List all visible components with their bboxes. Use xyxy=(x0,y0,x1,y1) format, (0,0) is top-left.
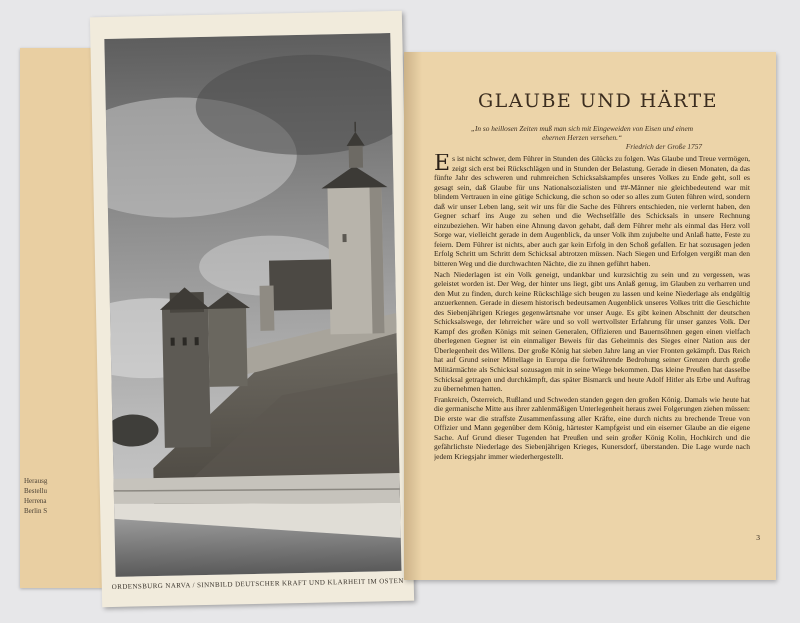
right-page xyxy=(404,52,776,580)
imprint-line: Berlin S xyxy=(24,507,48,515)
imprint xyxy=(24,476,64,516)
paragraph: Frankreich, Österreich, Rußland und Schweden standen gegen den großen König. Damals wie heute hat die germanische Mitte aus ihrer zahlenmäßigen Unterlegenheit heraus zwei Folgerungen ziehen müssen: Die erste war die straffste Zusammenfassung aller Kräfte, eine durch nichts zu brechende Treue von Offizier und Mann gegenüber dem König, härtester Kampfgeist und ein eiserner Glaube an die eigene Sache. Auf Grund dieser Tugenden hat Preußen und sein großer König Kolin, Hochkirch und die gefährlichste Niederlage des Siebenjährigen Krieges, Kunersdorf, überstanden. Die Lage wurde nach jedem Kriegsjahr immer wiederhergestellt. xyxy=(434,394,750,461)
page-number: 3 xyxy=(756,533,760,542)
motto-quote: „In so heillosen Zeiten muß man sich mit Eingeweiden von Eisen und einem ehernen Herzen versehen.“ xyxy=(470,124,694,142)
motto-author: Friedrich der Große 1757 xyxy=(625,142,702,151)
article-body xyxy=(434,154,750,568)
paragraph: Nach Niederlagen ist ein Volk geneigt, undankbar und kurzsichtig zu sein und zu vergessen, was geleistet worden ist. Der Weg, der hinter uns liegt, gibt uns Anlaß genug, im Glauben zu verharren und den Mut zu finden, durch keine Rückschläge sich beugen zu lassen und keine Niederlage als endgültig anzuerkennen. Gerade in diesem historisch bedeutsamen Augenblick unseres Volkes tritt die Geschichte des Siebenjährigen Krieges gegenwärtsnahe vor unser Auge. Es gibt keinen Abschnitt der deutschen Schicksalswege, der lehrreicher wäre und so voll wertvollster Erfahrung für unser ganzes Volk. Der Kampf des großen Königs mit seinen Generalen, Offizieren und Bauernsöhnen gegen einen vielfach überlegenen Gegner ist ein einmaliger Beweis für das Geheimnis des Sieges einer Nation aus der Überlegenheit des Willens. Der große König hat sieben Jahre lang an vier Fronten gekämpft. Das Reich hat auf Grund seiner Mittellage in Europa die fortwährende Bedrohung seiner Grenzen durch große Militärmächte als Schicksal sozusagen mit in seine Wiege bekommen. Das kleine Preußen hat dasselbe Schicksal getragen und durchkämpft, das später Bismarck und heute Adolf Hitler als Erbe und Auftrag zu übernehmen hatten. xyxy=(434,269,750,394)
paragraph xyxy=(434,154,750,269)
imprint-line: Herausg xyxy=(24,477,48,485)
imprint-line: Bestellu xyxy=(24,487,47,495)
castle-photo xyxy=(104,33,401,577)
left-page xyxy=(90,11,414,607)
imprint-line: Herrena xyxy=(24,497,47,505)
photo-caption: ORDENSBURG NARVA / SINNBILD DEUTSCHER KRAFT UND KLARHEIT IM OSTEN xyxy=(111,576,404,591)
paragraph-text: s ist nicht schwer, dem Führer in Stunden des Glücks zu folgen. Was Glaube und Treue vermögen, zeigt sich erst bei Rückschlägen und in Stunden der Belastung. Gerade in diesen Monaten, da das fünfte Jahr des schweren und ruhmreichen Schicksalskampfes unseres Volkes zu Ende geht, soll es gesagt sein, daß Glaube für uns Nationalsozialisten und ##-Männer nie gleichbedeutend war mit blindem Vertrauen in eine gütige Schickung, die schon so oder so alles zum Guten führen wird, sondern daß wir unser Leben lang, seit wir uns für die Sache des Führers entschieden, nie verlernt haben, den Gegner scharf ins Auge zu sehen und die Wechselfälle des Schicksals in unsere Rechnung einzubeziehen. Wir haben eine Ahnung davon gehabt, daß dem Führer mehr als einmal das Herz voll Sorge war, vielleicht gerade in dem Augenblick, da unser Volk ihm zujubelte und Anlaß hatte, Feste zu feiern. Dem Führer ist nichts, aber auch gar kein Erfolg in den Schoß gefallen. Er hat sozusagen jeden Erfolg Schritt um Schritt dem Schicksal abtrotzen müssen. Nach Siegen und Erfolgen vergißt man den bitteren Weg und die durchwachten Nächte, die zu ihnen geführt haben. xyxy=(434,154,750,269)
page-gutter xyxy=(404,52,422,580)
drop-cap: E xyxy=(434,154,451,176)
article-title: GLAUBE UND HÄRTE xyxy=(477,90,719,112)
castle-photo-image xyxy=(104,33,401,577)
